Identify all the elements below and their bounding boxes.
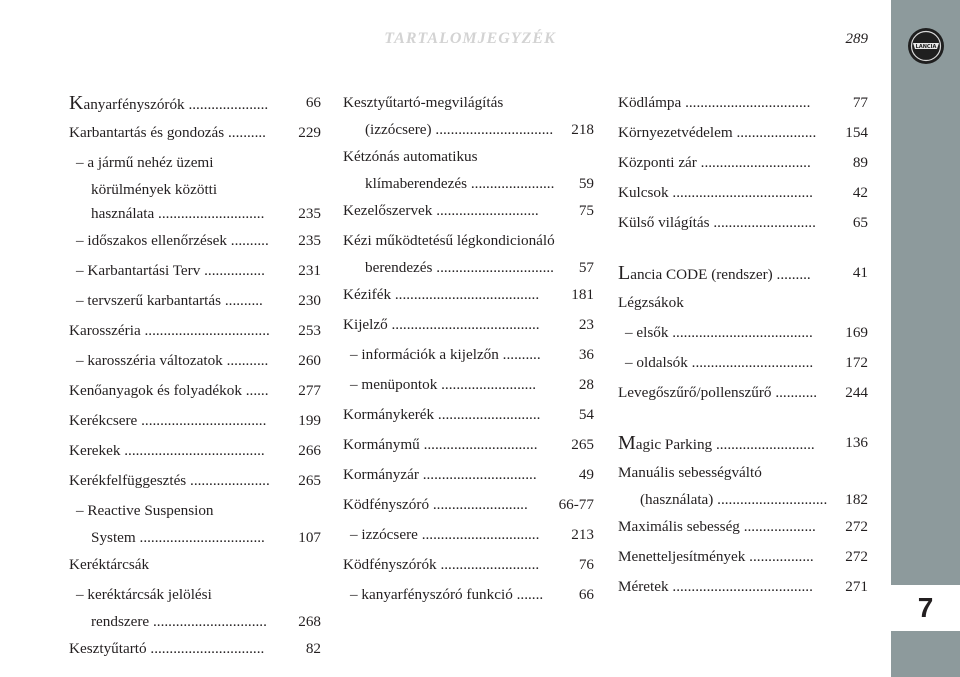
index-entry	[69, 436, 321, 466]
entry-title: Kerékfelfüggesztés	[69, 472, 187, 489]
entry-page: 65	[852, 214, 868, 231]
leader-dots: .....................	[732, 124, 817, 141]
entry-title: agic Parking	[635, 436, 713, 453]
entry-title: (izzócsere)	[365, 121, 432, 138]
leader-dots: .................	[745, 548, 814, 565]
leader-dots: ............................	[154, 205, 265, 222]
entry-page: 260	[298, 352, 321, 369]
entry-title: – kanyarfényszóró funkció	[350, 586, 513, 603]
entry-page: 218	[571, 121, 594, 138]
entry-title: Kézi működtetésű légkondicionáló	[343, 232, 555, 249]
entry-title: – a jármű nehéz üzemi	[76, 154, 214, 171]
entry-page: 272	[845, 518, 868, 535]
entry-title: Külső világítás	[618, 214, 710, 231]
entry-page: 169	[845, 324, 868, 341]
entry-title: berendezés	[365, 259, 433, 276]
index-column-1	[69, 88, 321, 664]
leader-dots: ...........	[771, 384, 818, 401]
index-column-2	[343, 88, 594, 610]
leader-dots: .............................	[696, 154, 811, 171]
entry-title: (használata)	[640, 491, 714, 508]
leader-dots: ...........................	[434, 406, 541, 423]
entry-title: Méretek	[618, 578, 669, 595]
entry-page: 136	[845, 434, 868, 451]
entry-title: használata	[91, 205, 155, 222]
entry-page: 41	[852, 264, 868, 281]
entry-title: Kézifék	[343, 286, 392, 303]
entry-page: 265	[571, 436, 594, 453]
index-entry	[343, 88, 594, 118]
leader-dots: .................................	[681, 94, 811, 111]
index-entry	[618, 428, 868, 458]
entry-title: körülmények közötti	[91, 181, 218, 198]
index-entry	[618, 178, 868, 208]
index-entry	[343, 370, 594, 400]
index-entry	[69, 526, 321, 550]
index-entry	[343, 118, 594, 142]
leader-dots: ..............................	[418, 466, 537, 483]
entry-title: Kezelőszervek	[343, 202, 433, 219]
section-initial: K	[69, 92, 84, 114]
index-entry	[69, 316, 321, 346]
index-entry	[69, 550, 321, 580]
index-entry	[618, 572, 868, 602]
index-entry	[618, 318, 868, 348]
entry-title: Kijelző	[343, 316, 388, 333]
entry-page: 66-77	[558, 496, 594, 513]
leader-dots: .................................	[135, 529, 265, 546]
entry-page: 154	[845, 124, 868, 141]
entry-page: 244	[845, 384, 868, 401]
entry-page: 36	[578, 346, 594, 363]
index-entry	[69, 286, 321, 316]
index-entry	[618, 148, 868, 178]
entry-title: – Karbantartási Terv	[76, 262, 201, 279]
entry-page: 89	[852, 154, 868, 171]
entry-page: 76	[578, 556, 594, 573]
entry-title: Kenőanyagok és folyadékok	[69, 382, 242, 399]
index-entry	[69, 148, 321, 178]
leader-dots: .....................	[184, 96, 269, 113]
entry-title: Kulcsok	[618, 184, 669, 201]
leader-dots: .......	[512, 586, 544, 603]
index-entry	[618, 378, 868, 408]
entry-title: Maximális sebesség	[618, 518, 740, 535]
entry-title: Kormányzár	[343, 466, 419, 483]
entry-page: 268	[298, 613, 321, 630]
leader-dots: .........	[772, 266, 811, 283]
entry-title: klímaberendezés	[365, 175, 468, 192]
index-entry	[69, 406, 321, 436]
index-entry	[343, 226, 594, 256]
entry-page: 182	[845, 491, 868, 508]
entry-page: 77	[852, 94, 868, 111]
entry-page: 199	[298, 412, 321, 429]
leader-dots: .................................	[140, 322, 270, 339]
leader-dots: ......................	[467, 175, 555, 192]
index-entry	[618, 88, 868, 118]
entry-page: 23	[578, 316, 594, 333]
index-entry	[343, 310, 594, 340]
entry-title: Kerekek	[69, 442, 121, 459]
entry-title: Kerékcsere	[69, 412, 138, 429]
leader-dots: ..........................	[436, 556, 540, 573]
index-entry	[69, 496, 321, 526]
entry-page: 230	[298, 292, 321, 309]
entry-title: Manuális sebességváltó	[618, 464, 762, 481]
index-entry	[69, 346, 321, 376]
index-entry	[343, 520, 594, 550]
leader-dots: ...................	[739, 518, 816, 535]
index-entry	[343, 430, 594, 460]
leader-dots: ................	[200, 262, 265, 279]
entry-page: 59	[578, 175, 594, 192]
entry-title: anyarfényszórók	[83, 96, 185, 113]
entry-title: Keréktárcsák	[69, 556, 150, 573]
index-entry	[69, 610, 321, 634]
entry-title: Kesztyűtartó-megvilágítás	[343, 94, 504, 111]
index-entry	[343, 340, 594, 370]
index-entry	[69, 202, 321, 226]
entry-title: Központi zár	[618, 154, 697, 171]
section-initial: M	[618, 432, 636, 454]
index-entry	[618, 208, 868, 238]
index-entry	[618, 488, 868, 512]
entry-page: 253	[298, 322, 321, 339]
entry-page: 49	[578, 466, 594, 483]
header-page-number: 289	[845, 31, 868, 47]
index-entry	[343, 256, 594, 280]
leader-dots: .....................	[186, 472, 270, 489]
entry-title: – keréktárcsák jelölési	[76, 586, 212, 603]
index-entry	[618, 458, 868, 488]
leader-dots: ..........	[224, 124, 266, 141]
entry-title: Környezetvédelem	[618, 124, 733, 141]
index-entry	[343, 196, 594, 226]
lancia-logo-icon	[907, 27, 945, 65]
entry-page: 229	[298, 124, 321, 141]
entry-title: Kesztyűtartó	[69, 640, 147, 657]
entry-page: 75	[578, 202, 594, 219]
entry-page: 277	[298, 382, 321, 399]
chapter-sidebar	[891, 0, 960, 677]
entry-title: rendszere	[91, 613, 150, 630]
entry-title: Ködfényszóró	[343, 496, 430, 513]
entry-title: – elsők	[625, 324, 669, 341]
entry-title: Ködfényszórók	[343, 556, 437, 573]
entry-title: System	[91, 529, 136, 546]
entry-page: 66	[578, 586, 594, 603]
index-entry	[69, 580, 321, 610]
index-entry	[69, 376, 321, 406]
index-entry	[343, 400, 594, 430]
leader-dots: .........................	[429, 496, 528, 513]
leader-dots: ......	[241, 382, 269, 399]
entry-title: Karosszéria	[69, 322, 141, 339]
index-column-3	[618, 88, 868, 602]
svg-text:LANCIA: LANCIA	[915, 44, 937, 50]
entry-title: Ködlámpa	[618, 94, 682, 111]
entry-page: 266	[298, 442, 321, 459]
entry-page: 213	[571, 526, 594, 543]
index-entry	[343, 490, 594, 520]
index-entry	[69, 256, 321, 286]
index-entry	[618, 288, 868, 318]
leader-dots: .................................	[137, 412, 267, 429]
index-entry	[618, 348, 868, 378]
entry-page: 54	[578, 406, 594, 423]
leader-dots: .......................................	[387, 316, 540, 333]
entry-page: 107	[298, 529, 321, 546]
entry-title: – tervszerű karbantartás	[76, 292, 222, 309]
entry-title: – karosszéria változatok	[76, 352, 223, 369]
entry-title: Kormánymű	[343, 436, 420, 453]
entry-title: – időszakos ellenőrzések	[76, 232, 227, 249]
leader-dots: ................................	[687, 354, 814, 371]
leader-dots: ..............................	[146, 640, 265, 657]
leader-dots: ...........	[222, 352, 269, 369]
leader-dots: .....................................	[668, 184, 813, 201]
entry-title: Kétzónás automatikus	[343, 148, 478, 165]
index-entry	[69, 118, 321, 148]
entry-page: 272	[845, 548, 868, 565]
entry-page: 271	[845, 578, 868, 595]
leader-dots: .....................................	[668, 324, 813, 341]
index-entry	[343, 460, 594, 490]
leader-dots: .....................................	[668, 578, 813, 595]
entry-title: – menüpontok	[350, 376, 438, 393]
leader-dots: ..........	[498, 346, 541, 363]
leader-dots: .....................................	[120, 442, 265, 459]
leader-dots: ...............................	[417, 526, 540, 543]
entry-title: – oldalsók	[625, 354, 688, 371]
chapter-number: 7	[917, 592, 934, 623]
entry-page: 235	[298, 232, 321, 249]
entry-title: Levegőszűrő/pollenszűrő	[618, 384, 772, 401]
header-title: TARTALOMJEGYZÉK	[384, 30, 556, 47]
index-entry	[618, 542, 868, 572]
entry-title: Légzsákok	[618, 294, 684, 311]
leader-dots: ..........	[221, 292, 263, 309]
entry-page: 82	[305, 640, 321, 657]
entry-page: 231	[298, 262, 321, 279]
entry-page: 172	[845, 354, 868, 371]
entry-title: – Reactive Suspension	[76, 502, 214, 519]
index-entry	[618, 512, 868, 542]
index-entry	[69, 466, 321, 496]
entry-title: ancia CODE (rendszer)	[630, 266, 773, 283]
index-entry	[69, 88, 321, 118]
entry-page: 28	[578, 376, 594, 393]
leader-dots: ...........................	[709, 214, 816, 231]
index-entry	[343, 142, 594, 172]
entry-page: 265	[298, 472, 321, 489]
leader-dots: ...............................	[432, 259, 554, 276]
index-entry	[69, 634, 321, 664]
entry-page: 66	[305, 94, 321, 111]
leader-dots: ......................................	[391, 286, 540, 303]
entry-page: 181	[571, 286, 594, 303]
entry-title: Menetteljesítmények	[618, 548, 746, 565]
index-entry	[69, 226, 321, 256]
leader-dots: .............................	[713, 491, 828, 508]
entry-title: – információk a kijelzőn	[350, 346, 499, 363]
index-entry	[343, 172, 594, 196]
entry-page: 235	[298, 205, 321, 222]
entry-title: Kormánykerék	[343, 406, 435, 423]
index-entry	[618, 118, 868, 148]
leader-dots: .........................	[437, 376, 537, 393]
index-entry	[618, 258, 868, 288]
index-entry	[343, 550, 594, 580]
entry-title: Karbantartás és gondozás	[69, 124, 225, 141]
leader-dots: ..............................	[149, 613, 267, 630]
entry-title: – izzócsere	[350, 526, 418, 543]
entry-page: 57	[578, 259, 594, 276]
section-initial: L	[618, 262, 631, 284]
leader-dots: ...............................	[431, 121, 554, 138]
leader-dots: ...........................	[432, 202, 539, 219]
leader-dots: ..........	[226, 232, 269, 249]
leader-dots: ..........................	[712, 436, 815, 453]
chapter-number-box	[891, 585, 960, 631]
index-entry	[69, 178, 321, 202]
index-entry	[343, 280, 594, 310]
leader-dots: ..............................	[419, 436, 538, 453]
entry-page: 42	[852, 184, 868, 201]
index-entry	[343, 580, 594, 610]
